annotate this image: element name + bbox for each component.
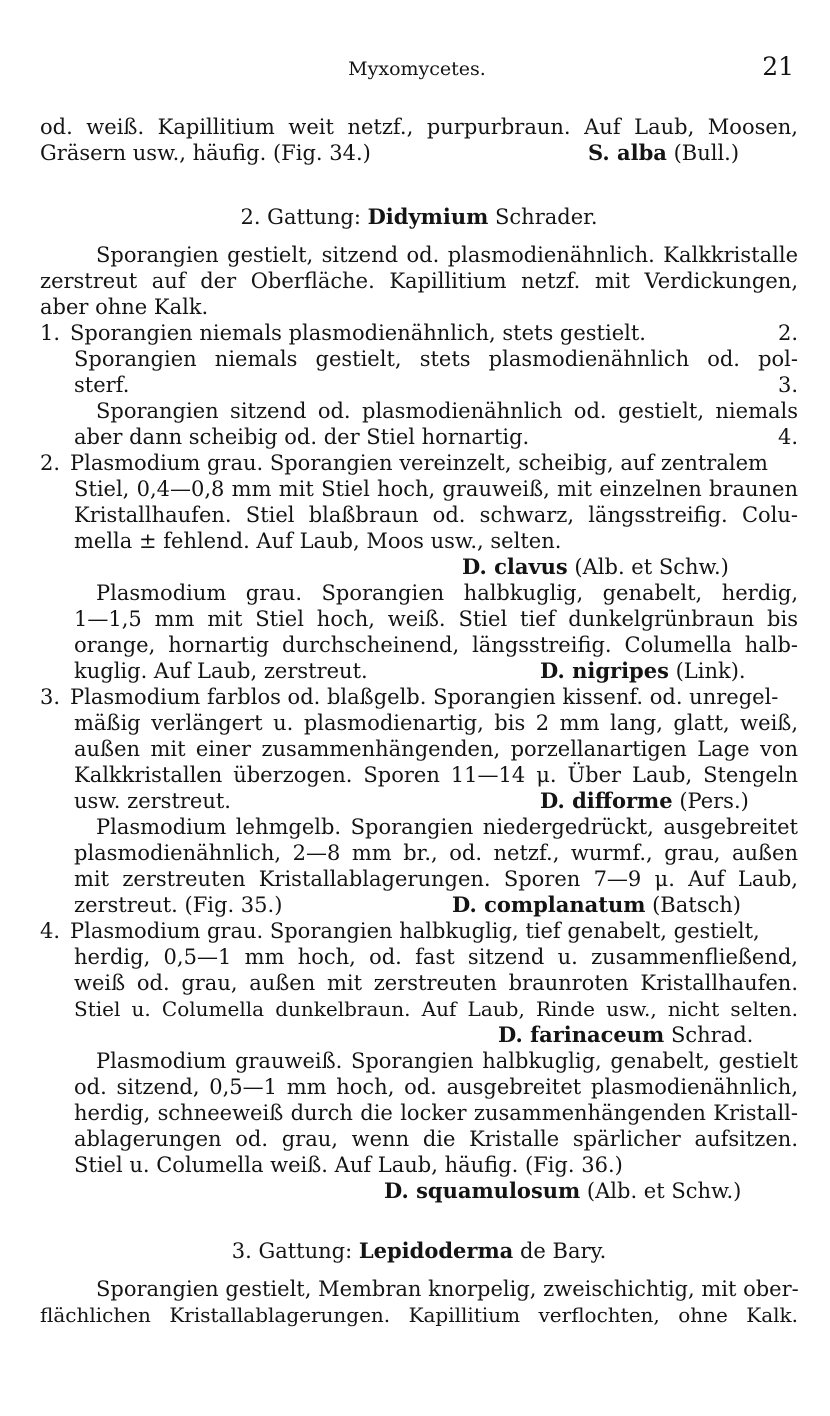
line-text: Plasmodium grauweiß. Sporangien halbkuglig, genabelt, gestielt <box>96 1049 798 1073</box>
line-text: Plasmodium grau. Sporangien halbkuglig, genabelt, herdig, <box>96 581 798 605</box>
species-entry <box>498 1022 753 1048</box>
text-line <box>40 476 798 502</box>
species-author: (Alb. et Schw.) <box>567 555 729 579</box>
line-text: zerstreut auf der Oberfläche. Kapillitium netzf. mit Verdickungen, <box>40 269 798 293</box>
running-title: Myxomycetes. <box>348 58 486 80</box>
line-text: Sporangien sitzend od. plasmodienähnlich od. gestielt, niemals <box>96 399 798 423</box>
text-line <box>40 762 798 788</box>
text-line <box>40 840 798 866</box>
text-line <box>40 658 798 684</box>
species-name: D. nigripes <box>540 658 669 683</box>
species-entry <box>540 788 749 814</box>
species-line <box>40 1178 798 1204</box>
species-author: (Bull.) <box>666 141 740 165</box>
species-name: D. squamulosum <box>384 1178 581 1203</box>
text-line <box>40 1048 798 1074</box>
page-header <box>38 52 796 88</box>
key-reference: 2. <box>777 321 798 345</box>
text-line <box>40 866 798 892</box>
key-line <box>40 320 798 346</box>
species-name: S. alba <box>588 140 667 165</box>
line-text: Stiel u. Columella dunkelbraun. Auf Laub, Rinde usw., nicht selten. <box>74 997 798 1021</box>
text-line <box>40 268 798 294</box>
species-entry <box>540 658 746 684</box>
line-text: aber ohne Kalk. <box>40 295 209 319</box>
species-author: (Alb. et Schw.) <box>580 1179 742 1203</box>
line-text: weiß od. grau, außen mit zerstreuten braunroten Kristallhaufen. <box>74 971 798 995</box>
text-line <box>40 242 798 268</box>
species-author: (Pers.) <box>672 789 749 813</box>
line-text: od. sitzend, 0,5—1 mm hoch, od. ausgebreitet plasmodienähnlich, <box>74 1075 798 1099</box>
line-text: Kalkkristallen überzogen. Sporen 11—14 μ. Über Laub, Stengeln <box>74 763 798 787</box>
genus-prefix: 2. Gattung: <box>240 205 368 229</box>
text-line <box>40 1302 798 1328</box>
line-text: plasmodienähnlich, 2—8 mm br., od. netzf., wurmf., grau, außen <box>74 841 798 865</box>
genus-author: Schrader. <box>488 205 598 229</box>
species-entry <box>384 1178 741 1204</box>
line-text: Sporangien niemals plasmodienähnlich, stets gestielt. <box>70 321 646 345</box>
species-entry <box>462 554 729 580</box>
key-number: 3. <box>40 685 61 709</box>
species-name: D. farinaceum <box>498 1022 665 1047</box>
line-text: zerstreut. (Fig. 35.) <box>74 893 283 917</box>
species-author: Schrad. <box>664 1023 754 1047</box>
species-author: (Link). <box>668 659 746 683</box>
text-line <box>40 736 798 762</box>
key-number: 4. <box>40 919 61 943</box>
line-text: od. weiß. Kapillitium weit netzf., purpurbraun. Auf Laub, Moosen, <box>40 115 798 139</box>
text-line <box>40 892 798 918</box>
text-line <box>40 710 798 736</box>
text-line <box>40 528 798 554</box>
text-line <box>40 1152 798 1178</box>
genus-heading <box>40 1238 798 1264</box>
line-text: mella ± fehlend. Auf Laub, Moos usw., selten. <box>74 529 562 553</box>
line-text: Gräsern usw., häufig. (Fig. 34.) <box>40 141 371 165</box>
line-text: orange, hornartig durchscheinend, längsstreifig. Columella halb- <box>74 633 798 657</box>
species-author: (Batsch) <box>645 893 741 917</box>
text-line <box>40 114 798 140</box>
line-text: sterf. <box>74 373 130 397</box>
line-text: Stiel, 0,4—0,8 mm mit Stiel hoch, grauweiß, mit einzelnen braunen <box>74 477 798 501</box>
text-line <box>40 346 798 372</box>
text-line <box>40 996 798 1022</box>
line-text: Stiel u. Columella weiß. Auf Laub, häufig. (Fig. 36.) <box>74 1153 623 1177</box>
key-line <box>40 372 798 398</box>
line-text: ablagerungen od. grau, wenn die Kristalle spärlicher aufsitzen. <box>74 1127 798 1151</box>
genus-heading <box>40 204 798 230</box>
line-text: Plasmodium lehmgelb. Sporangien niedergedrückt, ausgebreitet <box>96 815 798 839</box>
text-line <box>40 1126 798 1152</box>
key-number: 2. <box>40 451 61 475</box>
line-text: Plasmodium grau. Sporangien halbkuglig, tief genabelt, gestielt, <box>70 919 760 943</box>
key-reference: 4. <box>777 425 798 449</box>
text-line <box>40 294 798 320</box>
text-line <box>40 1074 798 1100</box>
line-text: Plasmodium grau. Sporangien vereinzelt, scheibig, auf zentralem <box>70 451 768 475</box>
genus-name: Lepidoderma <box>358 1238 514 1263</box>
text-line <box>40 814 798 840</box>
line-text: mit zerstreuten Kristallablagerungen. Sporen 7—9 μ. Auf Laub, <box>74 867 798 891</box>
text-line <box>40 580 798 606</box>
species-line <box>40 554 798 580</box>
text-line <box>40 502 798 528</box>
text-line <box>40 1276 798 1302</box>
species-name: D. complanatum <box>452 892 646 917</box>
line-text: Kristallhaufen. Stiel blaßbraun od. schwarz, längsstreifig. Colu- <box>74 503 798 527</box>
line-text: herdig, schneeweiß durch die locker zusammenhängenden Kristall- <box>74 1101 798 1125</box>
line-text: aber dann scheibig od. der Stiel hornartig. <box>74 425 530 449</box>
genus-prefix: 3. Gattung: <box>231 1239 359 1263</box>
species-name: D. difforme <box>540 788 673 813</box>
text-line <box>40 398 798 424</box>
page-number: 21 <box>762 52 794 81</box>
line-text: mäßig verlängert u. plasmodienartig, bis 2 mm lang, glatt, weiß, <box>74 711 798 735</box>
genus-author: de Bary. <box>513 1239 607 1263</box>
text-line <box>40 1100 798 1126</box>
line-text: Sporangien niemals gestielt, stets plasmodienähnlich od. pol- <box>74 347 798 371</box>
line-text: Plasmodium farblos od. blaßgelb. Sporangien kissenf. od. unregel- <box>70 685 779 709</box>
key-reference: 3. <box>777 373 798 397</box>
key-line <box>40 918 798 944</box>
species-name: D. clavus <box>462 554 568 579</box>
line-text: Sporangien gestielt, Membran knorpelig, zweischichtig, mit ober- <box>96 1277 799 1301</box>
key-line <box>40 424 798 450</box>
text-line <box>40 788 798 814</box>
line-text: herdig, 0,5—1 mm hoch, od. fast sitzend u. zusammenfließend, <box>74 945 798 969</box>
genus-name: Didymium <box>367 204 489 229</box>
text-line <box>40 632 798 658</box>
text-line <box>40 970 798 996</box>
text-line <box>40 140 798 166</box>
line-text: kuglig. Auf Laub, zerstreut. <box>74 659 368 683</box>
species-entry <box>588 140 739 166</box>
text-line <box>40 944 798 970</box>
key-number: 1. <box>40 321 61 345</box>
line-text: außen mit einer zusammenhängenden, porzellanartigen Lage von <box>74 737 798 761</box>
line-text: 1—1,5 mm mit Stiel hoch, weiß. Stiel tief dunkelgrünbraun bis <box>74 607 798 631</box>
line-text: Sporangien gestielt, sitzend od. plasmodienähnlich. Kalkkristalle <box>96 243 798 267</box>
species-line <box>40 1022 798 1048</box>
key-line <box>40 684 798 710</box>
species-entry <box>452 892 741 918</box>
line-text: flächlichen Kristallablagerungen. Kapillitium verflochten, ohne Kalk. <box>40 1303 798 1327</box>
key-line <box>40 450 798 476</box>
text-line <box>40 606 798 632</box>
line-text: usw. zerstreut. <box>74 789 231 813</box>
